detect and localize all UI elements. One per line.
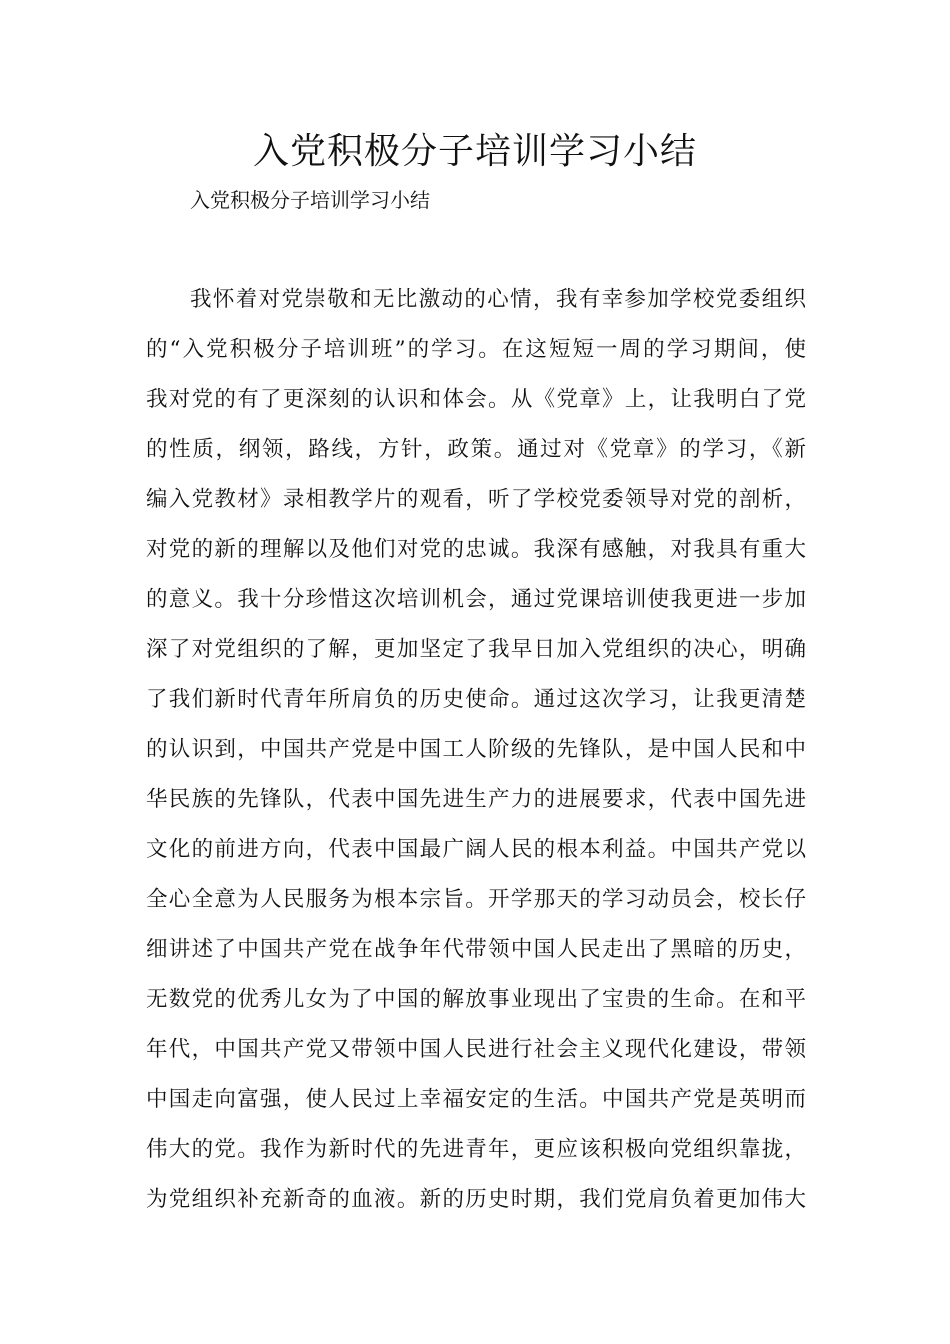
paragraph-line: 中国走向富强，使人民过上幸福安定的生活。中国共产党是英明而 [146, 1087, 806, 1112]
body-paragraph [146, 282, 806, 1232]
document-title: 入党积极分子培训学习小结 [252, 131, 697, 172]
paragraph-line: 我对党的有了更深刻的认识和体会。从《党章》上，让我明白了党 [146, 387, 806, 412]
paragraph-line: 对党的新的理解以及他们对党的忠诚。我深有感触，对我具有重大 [146, 537, 806, 562]
paragraph-line: 我怀着对党崇敬和无比激动的心情，我有幸参加学校党委组织 [190, 287, 806, 312]
document-subtitle: 入党积极分子培训学习小结 [190, 188, 430, 212]
paragraph-line: 全心全意为人民服务为根本宗旨。开学那天的学习动员会，校长仔 [146, 887, 806, 912]
paragraph-line: 年代，中国共产党又带领中国人民进行社会主义现代化建设，带领 [146, 1037, 806, 1062]
paragraph-line: 编入党教材》录相教学片的观看，听了学校党委领导对党的剖析， [146, 487, 806, 512]
paragraph-line: 为党组织补充新奇的血液。新的历史时期，我们党肩负着更加伟大 [146, 1187, 806, 1212]
paragraph-line: 文化的前进方向，代表中国最广阔人民的根本利益。中国共产党以 [146, 837, 806, 862]
paragraph-line: 了我们新时代青年所肩负的历史使命。通过这次学习，让我更清楚 [146, 687, 806, 712]
paragraph-line: 无数党的优秀儿女为了中国的解放事业现出了宝贵的生命。在和平 [146, 987, 806, 1012]
paragraph-line: 深了对党组织的了解，更加坚定了我早日加入党组织的决心，明确 [146, 637, 806, 662]
paragraph-line: 伟大的党。我作为新时代的先进青年，更应该积极向党组织靠拢， [146, 1137, 806, 1162]
paragraph-line: 细讲述了中国共产党在战争年代带领中国人民走出了黑暗的历史， [146, 937, 806, 962]
paragraph-line: 的认识到，中国共产党是中国工人阶级的先锋队，是中国人民和中 [146, 737, 806, 762]
paragraph-line: 的“入党积极分子培训班”的学习。在这短短一周的学习期间，使 [146, 337, 806, 362]
paragraph-line: 华民族的先锋队，代表中国先进生产力的进展要求，代表中国先进 [146, 787, 806, 812]
paragraph-line: 的性质，纲领，路线，方针，政策。通过对《党章》的学习，《新 [146, 437, 806, 462]
paragraph-line: 的意义。我十分珍惜这次培训机会，通过党课培训使我更进一步加 [146, 587, 806, 612]
